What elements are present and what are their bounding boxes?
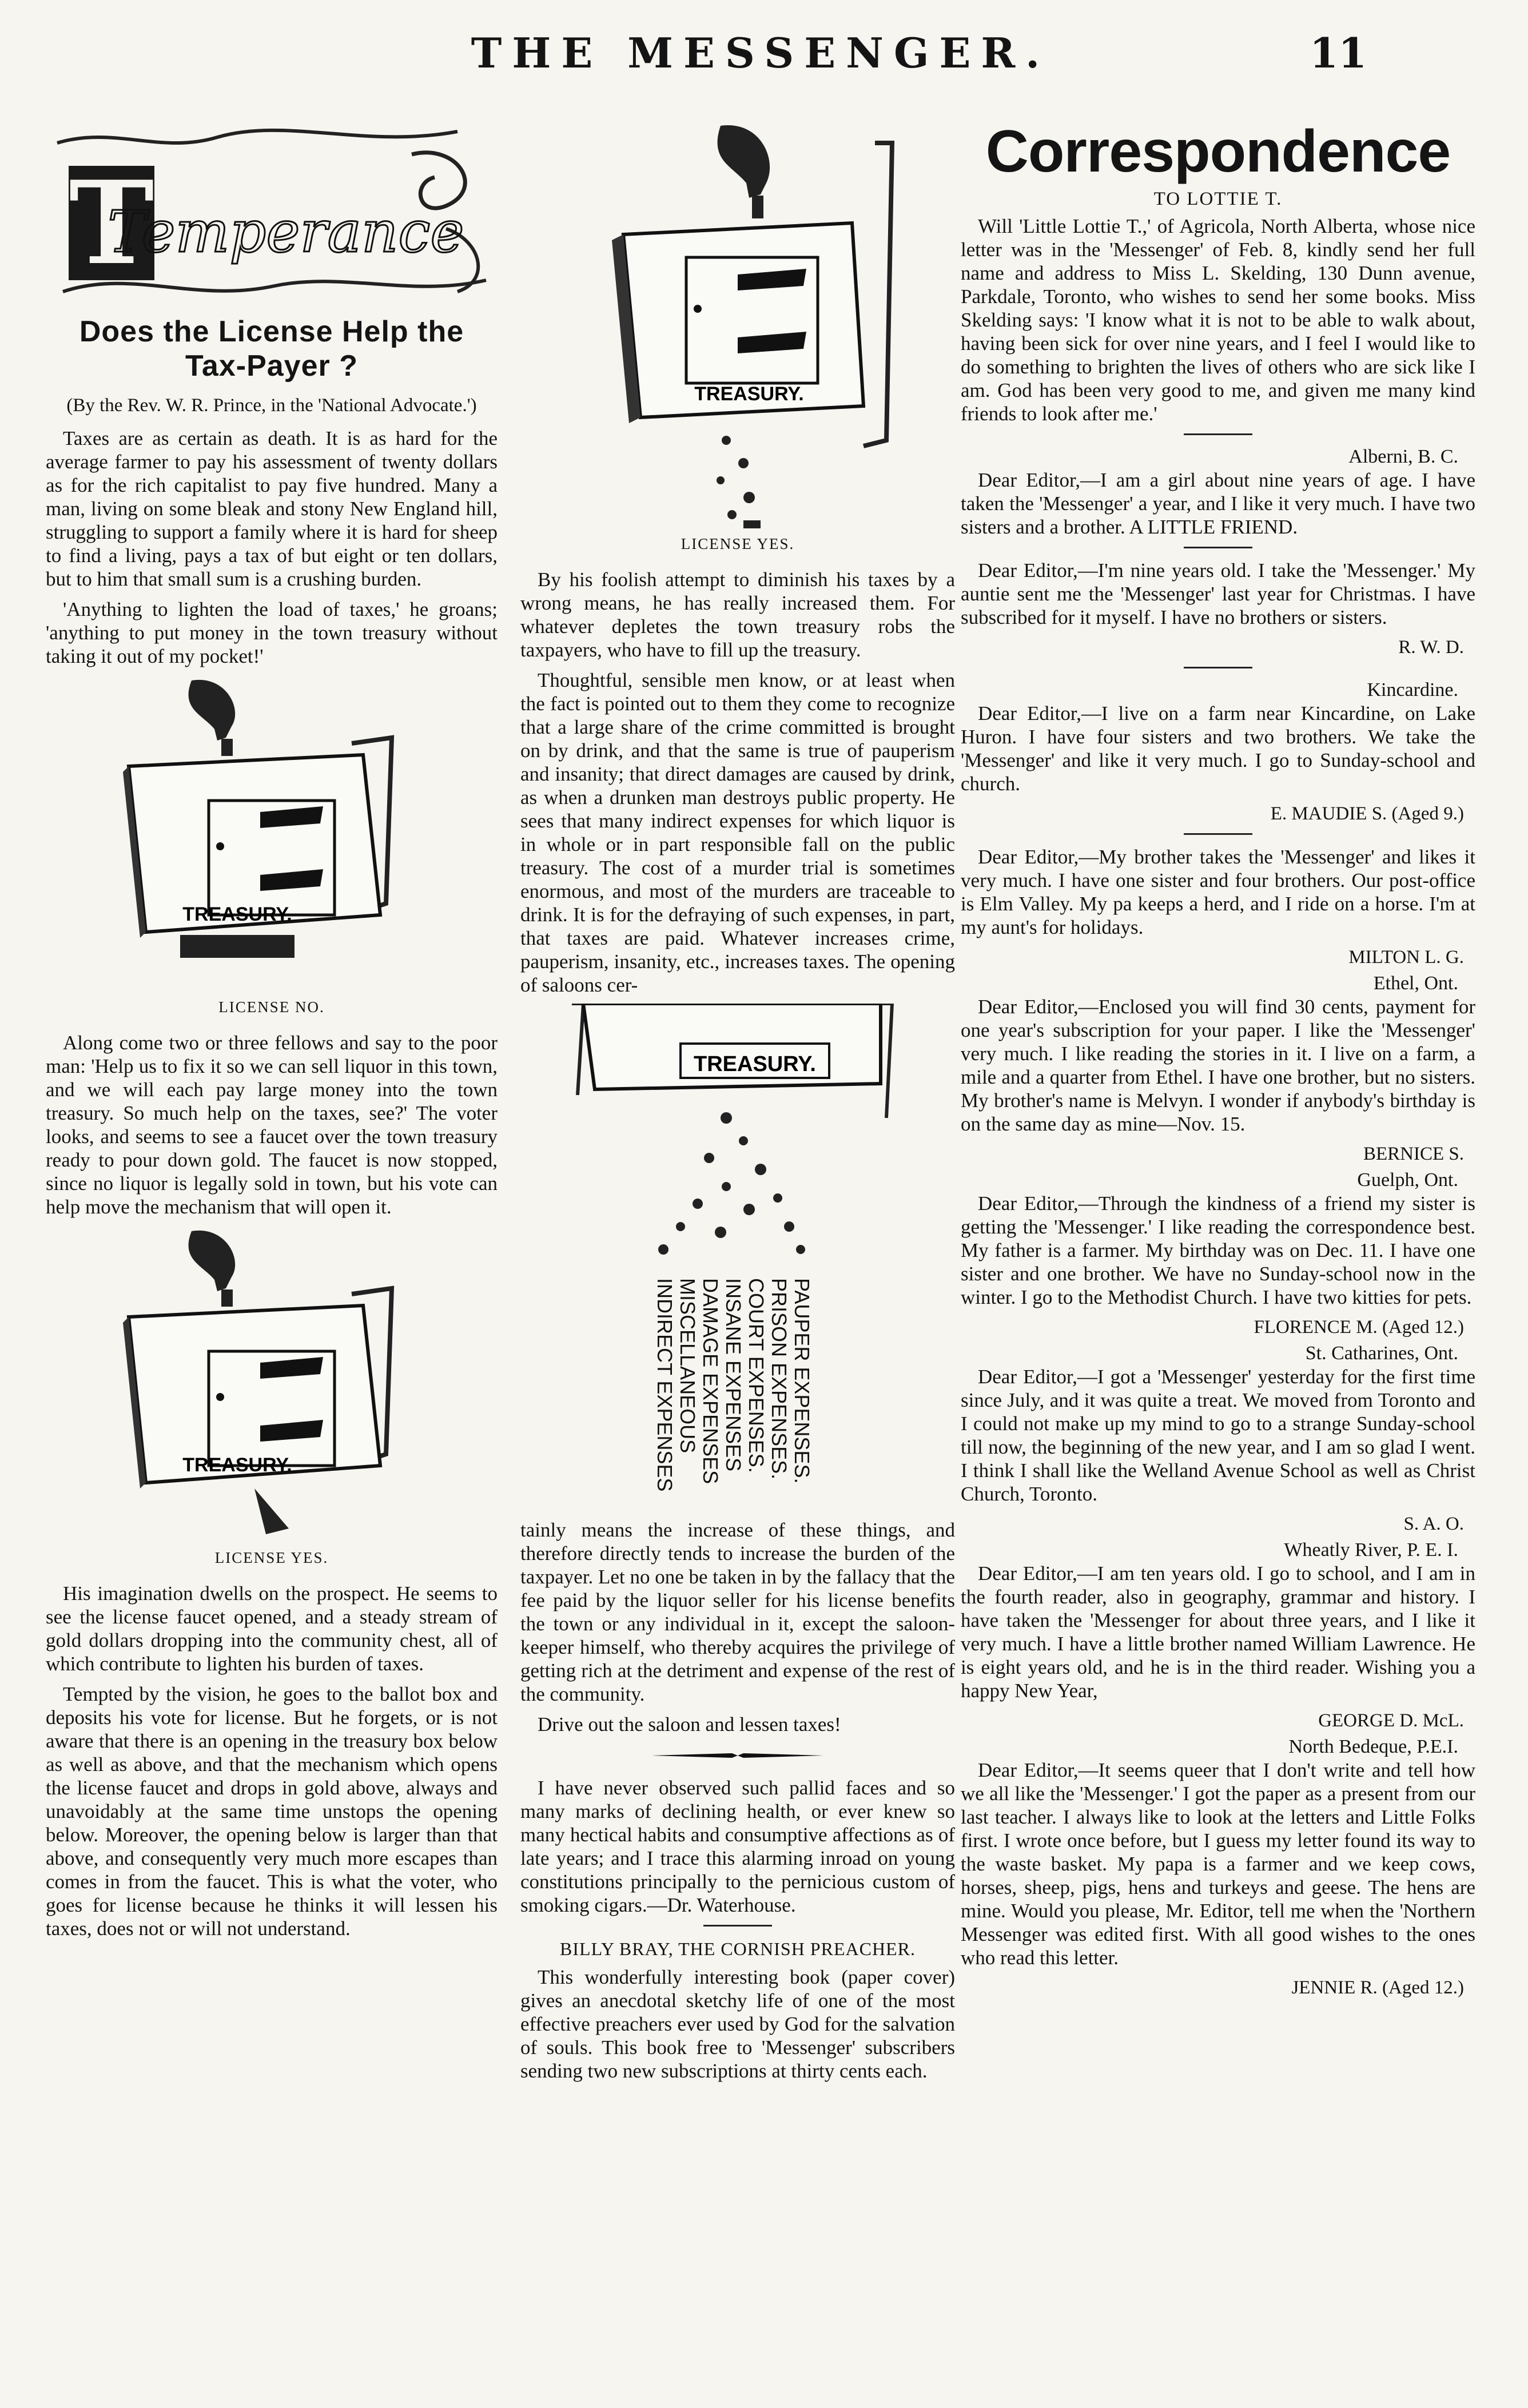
letter-text: Dear Editor,—I am a girl about nine years of age. I have taken the 'Messenger' a year, and I like it very much. I have two sisters and a brother. A LITTLE FRIEND. bbox=[961, 469, 1475, 538]
letter-text: Dear Editor,—Through the kindness of a friend my sister is getting the 'Messenger.' I like reading the correspondence best. My father is a farmer. My birthday was on Dec. 11. I have one sister and one brother. We have no Sunday-school now in the winter. I go to the Methodist Church. I have two kitties for pets. bbox=[961, 1192, 1475, 1308]
paragraph: This wonderfully interesting book (paper cover) gives an anecdotal sketchy life of one of the most effective preachers ever used by God for the salvation of souls. This book free to 'Messenger' subscribers sending two new subscriptions at thirty cents each. bbox=[520, 1966, 955, 2082]
letter-heading: TO LOTTIE T. bbox=[1153, 189, 1283, 209]
svg-text:T: T bbox=[69, 156, 154, 290]
letter-signature: FLORENCE M. (Aged 12.) bbox=[1254, 1317, 1464, 1338]
divider bbox=[703, 1925, 772, 1927]
letter-text: Dear Editor,—Enclosed you will find 30 cents, payment for one year's subscription for your paper. I like the 'Messenger' very much. I like reading the stories in it. I live on a farm, a mile and a quarter from Ethel. I have one brother, but no sisters. My brother's name is Melvyn. I wonder if anybody's birthday is on the same day as mine—Nov. 15. bbox=[961, 996, 1475, 1135]
column-middle bbox=[520, 120, 955, 2089]
letter-signature: E. MAUDIE S. (Aged 9.) bbox=[1270, 803, 1464, 824]
paragraph: Thoughtful, sensible men know, or at least when the fact is pointed out to them they come to recognize that a large share of the crime committed is brought on by drink, and that the same is true of pauperism and insanity; that direct damages are caused by drink, as when a drunken man destroys public property. He sees that many indirect expenses for which liquor is in whole or in part responsible fall on the public treasury. The cost of a murder trial is sometimes enormous, and most of the murders are traceable to drink. It is for the defraying of such expenses, in part, that taxes are paid. Whatever increases crime, pauperism, insanity, etc., increases taxes. The opening of saloons cer- bbox=[520, 669, 955, 996]
treasury-illustration-yes bbox=[94, 1225, 449, 1546]
page-number: 11 bbox=[1310, 29, 1367, 77]
expense-label-pauper: PAUPER EXPENSES. bbox=[790, 1278, 814, 1484]
letter-place: Guelph, Ont. bbox=[1357, 1169, 1458, 1191]
letter-signature: S. A. O. bbox=[1403, 1514, 1464, 1534]
temperance-banner bbox=[46, 120, 498, 309]
paragraph: Drive out the saloon and lessen taxes! bbox=[538, 1713, 841, 1736]
letter-place: Wheatly River, P. E. I. bbox=[1284, 1539, 1458, 1561]
letter-place: Ethel, Ont. bbox=[1373, 973, 1458, 994]
column-right bbox=[961, 120, 1475, 2003]
paragraph: 'Anything to lighten the load of taxes,' he groans; 'anything to put money in the town treasury without taking it out of my pocket!' bbox=[46, 598, 498, 667]
treasury-box-label: TREASURY. bbox=[182, 1454, 292, 1476]
correspondence-title: Correspondence bbox=[985, 118, 1451, 185]
paragraph: I have never observed such pallid faces and so many marks of declining health, or ever knew so many hectical habits and consumptive affections as of late years; and I trace this alarming inroad on young constitutions principally to the pernicious custom of smoking cigars.—Dr. Waterhouse. bbox=[520, 1777, 955, 1916]
expense-label-court: COURT EXPENSES. bbox=[745, 1278, 768, 1473]
divider bbox=[1184, 667, 1252, 668]
letter-signature: R. W. D. bbox=[1398, 637, 1464, 658]
expense-label-miscellaneous: MISCELLANEOUS bbox=[676, 1278, 699, 1454]
treasury-expenses-illustration bbox=[538, 1004, 938, 1518]
letter-text: Dear Editor,—My brother takes the 'Messenger' and likes it very much. I have one sister and four brothers. Our post-office is Elm Valley. My pa keeps a herd, and I ride on a horse. I'm at my aunt's for holidays. bbox=[961, 846, 1475, 938]
letter-place: Alberni, B. C. bbox=[1348, 446, 1458, 467]
letter-text: Dear Editor,—It seems queer that I don't write and tell how we all like the 'Messenger.' I got the paper as a present from our last teacher. I always like to look at the letters and Little Folks first. I wrote once before, but I guess my letter found its way to the waste basket. My papa is a farmer and we keep cows, horses, sheep, pigs, hens and turkeys and geese. The hens are mine. Would you please, Mr. Editor, tell me when the 'Northern Messenger was edited first. With all good wishes to the ones who read this letter. bbox=[961, 1759, 1475, 1969]
paragraph: Tempted by the vision, he goes to the ballot box and deposits his vote for license. But he forgets, or is not aware that there is an opening in the treasury box below as well as above, and that the mechanism which opens the license faucet and drops in gold above, always and unavoidably at the same time unstops the opening below. Moreover, the opening below is larger than that above, and consequently very much more escapes than comes in from the faucet. This is what the voter, who goes for license because he thinks it will lessen his taxes, does not or will not understand. bbox=[46, 1683, 498, 1940]
letter-signature: BERNICE S. bbox=[1363, 1144, 1464, 1164]
masthead bbox=[0, 23, 1528, 86]
article-headline: Does the License Help the Tax-Payer ? bbox=[79, 315, 464, 383]
divider bbox=[1184, 547, 1252, 548]
letter-text: Dear Editor,—I'm nine years old. I take the 'Messenger.' My auntie sent me the 'Messenger' last year for Christmas. I have subscribed for it myself. I have no brothers or sisters. bbox=[961, 559, 1475, 628]
letter-signature: GEORGE D. McL. bbox=[1318, 1710, 1464, 1731]
figure-caption: LICENSE NO. bbox=[218, 998, 325, 1016]
letter-place: Kincardine. bbox=[1367, 679, 1458, 700]
paragraph: Taxes are as certain as death. It is as hard for the average farmer to pay his assessment of twenty dollars as for the rich capitalist to pay five hundred. Many a man, living on some bleak and stony New England hill, struggling to support a family where it is hard for sheep to find a living, pays a tax of but eight or ten dollars, but to him that small sum is a crushing burden. bbox=[46, 427, 498, 590]
paragraph: Along come two or three fellows and say to the poor man: 'Help us to fix it so we can sell liquor in this town, and we will each pay large money into the town treasury. So much help on the taxes, see?' The voter looks, and seems to see a faucet over the town treasury ready to pour down gold. The faucet is now stopped, since no liquor is legally sold in town, but his vote can help move the mechanism that will open it. bbox=[46, 1032, 498, 1218]
letter-text: Dear Editor,—I live on a farm near Kincardine, on Lake Huron. I have four sisters and two brothers. We take the 'Messenger' and like it very much. I go to Sunday-school and church. bbox=[961, 702, 1475, 795]
letter-place: St. Catharines, Ont. bbox=[1305, 1343, 1458, 1364]
letter-signature: JENNIE R. (Aged 12.) bbox=[1291, 1977, 1464, 1998]
column-left bbox=[46, 120, 498, 1947]
masthead-title: THE MESSENGER. bbox=[471, 29, 1050, 77]
figure-caption: LICENSE YES. bbox=[214, 1549, 329, 1566]
paragraph: By his foolish attempt to diminish his taxes by a wrong means, he has really increased them. For whatever depletes the town treasury robs the taxpayers, who have to fill up the treasury. bbox=[520, 568, 955, 661]
expense-label-damage: DAMAGE EXPENSES bbox=[699, 1278, 722, 1484]
section-heading: BILLY BRAY, THE CORNISH PREACHER. bbox=[560, 1939, 916, 1959]
letter-text: Dear Editor,—I got a 'Messenger' yesterday for the first time since July, and it was quite a treat. We moved from Toronto and I could not make up my mind to go to a strange Sunday-school till now, the beginning of the new year, and I am so glad I went. I think I shall like the Welland Avenue School as well as Christ Church, Toronto. bbox=[961, 1366, 1475, 1505]
expense-label-indirect: INDIRECT EXPENSES bbox=[653, 1278, 677, 1492]
letter-text: Will 'Little Lottie T.,' of Agricola, North Alberta, whose nice letter was in the 'Messenger' of Feb. 8, kindly send her full name and address to Miss L. Skelding, 130 Dunn avenue, Parkdale, Toronto, who wishes to send her some books. Miss Skelding says: 'I know what it is not to be able to walk about, having been sick for over nine years, and I feel I would like to do something to brighten the lives of others who are sick like I am. God has been very good to me, and given me many kind friends to look after me.' bbox=[961, 215, 1475, 425]
banner-word: Temperance bbox=[108, 198, 464, 265]
expense-label-prison: PRISON EXPENSES. bbox=[767, 1278, 791, 1480]
treasury-box-label: TREASURY. bbox=[694, 1052, 816, 1076]
divider bbox=[1184, 833, 1252, 835]
figure-caption: LICENSE YES. bbox=[681, 535, 795, 552]
letter-place: North Bedeque, P.E.I. bbox=[1288, 1736, 1458, 1757]
treasury-box-label: TREASURY. bbox=[182, 904, 292, 925]
letter-signature: MILTON L. G. bbox=[1348, 947, 1464, 968]
ornamental-rule bbox=[652, 1750, 823, 1761]
letter-text: Dear Editor,—I am ten years old. I go to school, and I am in the fourth reader, also in geography, grammar and history. I have taken the 'Messenger for about three years, and I like it very much. I have a little brother named William Lawrence. He is eight years old, and he is in the third reader. Wishing you a happy New Year, bbox=[961, 1562, 1475, 1702]
temperance-banner-art bbox=[46, 120, 498, 309]
paragraph: His imagination dwells on the prospect. He seems to see the license faucet opened, and a steady stream of gold dollars dropping into the community chest, all of which contribute to lighten his burden of taxes. bbox=[46, 1582, 498, 1675]
article-byline: (By the Rev. W. R. Prince, in the 'National Advocate.') bbox=[66, 395, 477, 416]
expense-label-insane: INSANE EXPENSES bbox=[722, 1278, 745, 1472]
divider bbox=[1184, 433, 1252, 435]
treasury-illustration-yes-top bbox=[555, 120, 921, 532]
treasury-illustration-no bbox=[94, 675, 449, 995]
paragraph: tainly means the increase of these things, and therefore directly tends to increase the burden of the taxpayer. Let no one be taken in by the fallacy that the fee paid by the liquor seller for his license benefits the town or any individual in it, except the saloon-keeper himself, who thereby acquires the privilege of getting rich at the detriment and expense of the rest of the community. bbox=[520, 1519, 955, 1705]
treasury-box-label: TREASURY. bbox=[694, 383, 804, 405]
